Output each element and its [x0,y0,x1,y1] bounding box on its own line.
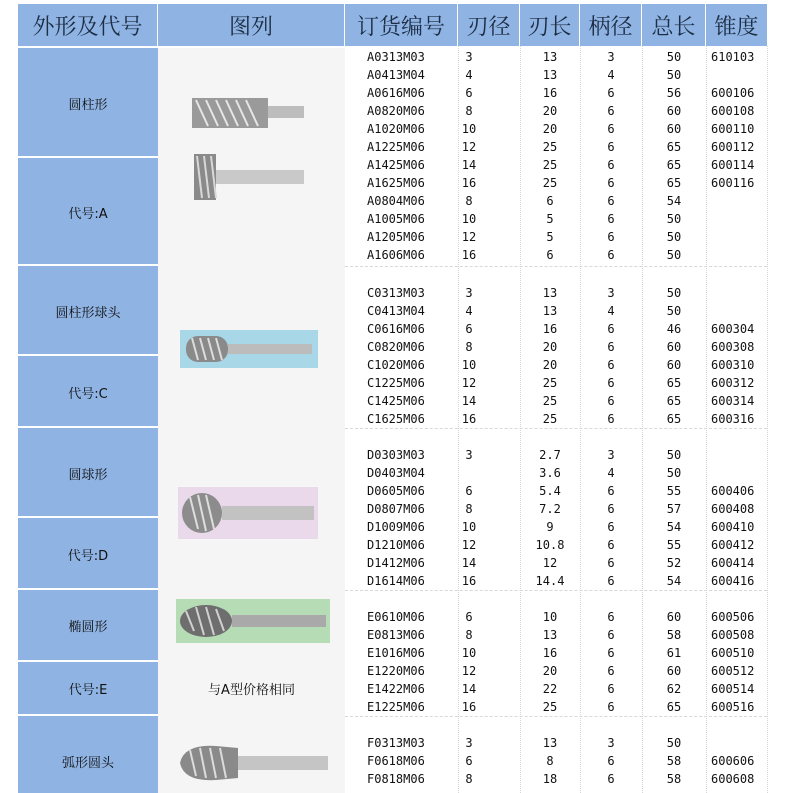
order-code: D0605M06 [367,484,425,498]
total-length: 50 [666,466,682,480]
total-length: 65 [666,394,682,408]
shank-diameter: 6 [607,122,615,136]
order-code: F0818M06 [367,772,425,786]
shank-diameter: 6 [607,682,615,696]
diameter: 16 [461,248,477,262]
taper-code: 600116 [711,176,755,190]
order-code: D1614M06 [367,574,425,588]
total-length: 55 [666,484,682,498]
order-code: C1425M06 [367,394,425,408]
order-code: C0616M06 [367,322,425,336]
total-length: 50 [666,68,682,82]
shank-diameter: 6 [607,322,615,336]
total-length: 50 [666,448,682,462]
order-code: E0610M06 [367,610,425,624]
total-length: 50 [666,304,682,318]
group-divider [345,428,767,429]
shank-diameter: 6 [607,700,615,714]
diameter: 10 [461,358,477,372]
taper-code: 600408 [711,502,755,516]
total-length: 50 [666,230,682,244]
shank-diameter: 6 [607,772,615,786]
order-code: C0413M04 [367,304,425,318]
diameter: 6 [465,322,473,336]
blade-length: 13 [542,304,558,318]
table-row [345,464,767,482]
blade-length: 5 [546,230,554,244]
shank-diameter: 6 [607,230,615,244]
blade-length: 13 [542,50,558,64]
header-shape: 外形及代号 [18,4,158,46]
shank-diameter: 6 [607,140,615,154]
shank-diameter: 6 [607,538,615,552]
order-code: D1210M06 [367,538,425,552]
total-length: 58 [666,628,682,642]
header-total-length: 总长 [642,4,706,46]
diameter: 4 [465,304,473,318]
diameter: 12 [461,538,477,552]
shank-diameter: 3 [607,736,615,750]
total-length: 61 [666,646,682,660]
diameter: 8 [465,502,473,516]
blade-length: 13 [542,286,558,300]
shank-diameter: 6 [607,412,615,426]
blade-length: 20 [542,122,558,136]
order-code: C1625M06 [367,412,425,426]
shape-code-a: 代号:A [68,207,108,222]
shank-diameter: 6 [607,194,615,208]
blade-length: 20 [542,358,558,372]
order-code: F0313M03 [367,736,425,750]
order-code: C0820M06 [367,340,425,354]
blade-length: 25 [542,158,558,172]
shank-diameter: 6 [607,610,615,624]
total-length: 54 [666,520,682,534]
blade-length: 16 [542,646,558,660]
diameter: 3 [465,286,473,300]
blade-length: 6 [546,194,554,208]
shank-diameter: 6 [607,376,615,390]
blade-length: 13 [542,68,558,82]
total-length: 60 [666,340,682,354]
diameter: 14 [461,682,477,696]
group-divider [345,266,767,267]
shape-name-e: 椭圆形 [68,620,108,635]
shank-diameter: 3 [607,448,615,462]
taper-code: 600314 [711,394,755,408]
blade-length: 16 [542,86,558,100]
total-length: 50 [666,212,682,226]
total-length: 56 [666,86,682,100]
order-code: C0313M03 [367,286,425,300]
total-length: 54 [666,574,682,588]
order-code: A1425M06 [367,158,425,172]
order-code: E0813M06 [367,628,425,642]
taper-code: 600412 [711,538,755,552]
shank-diameter: 6 [607,520,615,534]
table-row [345,446,767,464]
taper-code: 600312 [711,376,755,390]
diameter: 16 [461,574,477,588]
oval-burr-icon [176,599,330,643]
header-diameter: 刃径 [458,4,520,46]
ball-burr-icon [178,487,318,539]
total-length: 46 [666,322,682,336]
total-length: 58 [666,754,682,768]
shank-diameter: 6 [607,394,615,408]
order-code: A1005M06 [367,212,425,226]
diameter: 12 [461,376,477,390]
shank-diameter: 6 [607,104,615,118]
diameter: 4 [465,68,473,82]
header-shank: 柄径 [580,4,642,46]
table-row [345,752,767,770]
shape-name-a: 圆柱形 [68,98,108,113]
diameter: 8 [465,340,473,354]
shank-diameter: 4 [607,304,615,318]
shank-diameter: 3 [607,286,615,300]
diameter: 8 [465,628,473,642]
blade-length: 7.2 [539,502,561,516]
shape-name-d: 圆球形 [68,468,108,483]
table-row [345,572,767,590]
diameter: 10 [461,520,477,534]
total-length: 55 [666,538,682,552]
table-row [345,482,767,500]
diameter: 16 [461,412,477,426]
diameter: 14 [461,556,477,570]
diameter: 3 [465,50,473,64]
group-divider [345,716,767,717]
diameter: 16 [461,176,477,190]
total-length: 60 [666,358,682,372]
cylinder-burr-icon [192,92,304,137]
table-row [345,338,767,356]
order-code: C1020M06 [367,358,425,372]
shank-diameter: 6 [607,646,615,660]
blade-length: 6 [546,248,554,262]
header-taper: 锥度 [706,4,767,46]
blade-length: 25 [542,176,558,190]
diameter: 12 [461,140,477,154]
total-length: 65 [666,140,682,154]
taper-code: 600514 [711,682,755,696]
taper-code: 610103 [711,50,755,64]
diameter: 6 [465,754,473,768]
shank-diameter: 4 [607,466,615,480]
blade-length: 9 [546,520,554,534]
total-length: 60 [666,610,682,624]
total-length: 60 [666,122,682,136]
price-note: 与A型价格相同 [208,683,295,698]
blade-length: 10.8 [535,538,565,552]
total-length: 62 [666,682,682,696]
shank-diameter: 6 [607,484,615,498]
group-divider [345,590,767,591]
blade-length: 25 [542,412,558,426]
table-row [345,84,767,102]
order-code: E1225M06 [367,700,425,714]
blade-length: 25 [542,376,558,390]
table-row [345,626,767,644]
shank-diameter: 3 [607,50,615,64]
shank-diameter: 6 [607,358,615,372]
diameter: 10 [461,122,477,136]
table-row [345,500,767,518]
table-row [345,320,767,338]
diameter: 8 [465,194,473,208]
table-row [345,770,767,788]
order-code: A1205M06 [367,230,425,244]
blade-length: 8 [546,754,554,768]
blade-length: 25 [542,394,558,408]
table-row [345,174,767,192]
total-length: 58 [666,772,682,786]
table-row [345,302,767,320]
blade-length: 12 [542,556,558,570]
total-length: 65 [666,158,682,172]
shank-diameter: 6 [607,556,615,570]
table-row [345,102,767,120]
column-divider [767,46,768,793]
blade-length: 10 [542,610,558,624]
taper-code: 600108 [711,104,755,118]
taper-code: 600510 [711,646,755,660]
blade-length: 20 [542,104,558,118]
diameter: 8 [465,772,473,786]
total-length: 54 [666,194,682,208]
taper-code: 600110 [711,122,755,136]
table-row [345,644,767,662]
ball-nose-burr-icon [180,330,318,368]
blade-length: 14.4 [535,574,565,588]
diameter: 6 [465,86,473,100]
table-row [345,734,767,752]
shank-diameter: 6 [607,664,615,678]
blade-length: 3.6 [539,466,561,480]
taper-code: 600506 [711,610,755,624]
taper-code: 600106 [711,86,755,100]
order-code: A0616M06 [367,86,425,100]
order-code: E1016M06 [367,646,425,660]
arc-round-burr-icon [176,740,330,786]
blade-length: 22 [542,682,558,696]
blade-length: 25 [542,140,558,154]
table-row [345,48,767,66]
table-row [345,608,767,626]
header-order-no: 订货编号 [345,4,458,46]
order-code: F0618M06 [367,754,425,768]
order-code: D1412M06 [367,556,425,570]
taper-code: 600316 [711,412,755,426]
total-length: 60 [666,664,682,678]
order-code: D0303M03 [367,448,425,462]
table-row [345,518,767,536]
blade-length: 20 [542,340,558,354]
blade-length: 2.7 [539,448,561,462]
shape-name-c: 圆柱形球头 [55,306,121,321]
table-row [345,246,767,264]
table-row [345,698,767,716]
header-blade-length: 刃长 [520,4,580,46]
order-code: D0403M04 [367,466,425,480]
shank-diameter: 6 [607,502,615,516]
table-row [345,392,767,410]
order-code: D0807M06 [367,502,425,516]
shank-diameter: 6 [607,754,615,768]
diameter: 10 [461,212,477,226]
table-row [345,284,767,302]
shape-code-d: 代号:D [67,549,109,564]
order-code: A0313M03 [367,50,425,64]
table-row [345,536,767,554]
total-length: 50 [666,286,682,300]
blade-length: 20 [542,664,558,678]
table-row [345,554,767,572]
shank-diameter: 6 [607,340,615,354]
order-code: A0820M06 [367,104,425,118]
table-row [345,374,767,392]
table-row [345,66,767,84]
order-code: D1009M06 [367,520,425,534]
taper-code: 600416 [711,574,755,588]
diameter: 12 [461,230,477,244]
total-length: 57 [666,502,682,516]
diameter: 6 [465,484,473,498]
shank-diameter: 6 [607,176,615,190]
diameter: 16 [461,700,477,714]
total-length: 52 [666,556,682,570]
table-row [345,192,767,210]
order-code: A0804M06 [367,194,425,208]
order-code: C1225M06 [367,376,425,390]
total-length: 50 [666,248,682,262]
taper-code: 600508 [711,628,755,642]
total-length: 65 [666,700,682,714]
taper-code: 600512 [711,664,755,678]
shank-diameter: 6 [607,248,615,262]
diameter: 10 [461,646,477,660]
taper-code: 600406 [711,484,755,498]
taper-code: 600112 [711,140,755,154]
shank-diameter: 6 [607,86,615,100]
header-image: 图列 [158,4,345,46]
blade-length: 25 [542,700,558,714]
table-row [345,120,767,138]
table-row [345,210,767,228]
diameter: 14 [461,158,477,172]
blade-length: 13 [542,736,558,750]
shape-name-f: 弧形圆头 [61,756,114,771]
order-code: A1020M06 [367,122,425,136]
table-row [345,662,767,680]
taper-code: 600114 [711,158,755,172]
blade-length: 5 [546,212,554,226]
diameter: 3 [465,736,473,750]
table-row [345,356,767,374]
table-row [345,410,767,428]
order-code: A1625M06 [367,176,425,190]
total-length: 65 [666,412,682,426]
shank-diameter: 6 [607,158,615,172]
order-code: A0413M04 [367,68,425,82]
order-code: A1606M06 [367,248,425,262]
order-code: E1220M06 [367,664,425,678]
shank-diameter: 6 [607,212,615,226]
diameter: 14 [461,394,477,408]
total-length: 65 [666,376,682,390]
blade-length: 5.4 [539,484,561,498]
diameter: 3 [465,448,473,462]
taper-code: 600308 [711,340,755,354]
taper-code: 600608 [711,772,755,786]
diameter: 8 [465,104,473,118]
diameter: 6 [465,610,473,624]
taper-code: 600516 [711,700,755,714]
table-row [345,138,767,156]
table-row [345,680,767,698]
shape-code-c: 代号:C [68,387,108,402]
shank-diameter: 6 [607,574,615,588]
total-length: 50 [666,736,682,750]
taper-code: 600414 [711,556,755,570]
blade-length: 13 [542,628,558,642]
shape-code-e: 代号:E [68,683,108,698]
diameter: 12 [461,664,477,678]
cylinder-burr-side-icon [194,152,304,202]
shank-diameter: 6 [607,628,615,642]
blade-length: 16 [542,322,558,336]
taper-code: 600304 [711,322,755,336]
total-length: 60 [666,104,682,118]
taper-code: 600310 [711,358,755,372]
table-row [345,156,767,174]
shank-diameter: 4 [607,68,615,82]
order-code: E1422M06 [367,682,425,696]
taper-code: 600606 [711,754,755,768]
total-length: 65 [666,176,682,190]
order-code: A1225M06 [367,140,425,154]
taper-code: 600410 [711,520,755,534]
table-row [345,228,767,246]
blade-length: 18 [542,772,558,786]
total-length: 50 [666,50,682,64]
